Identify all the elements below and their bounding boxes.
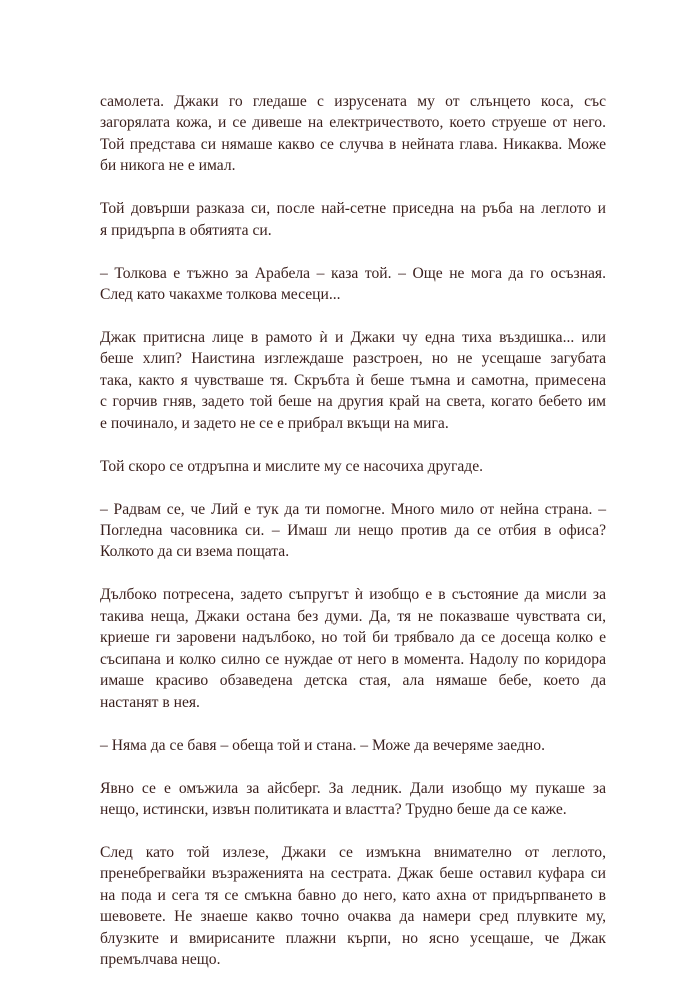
text-line: Явно се е омъжила за айсберг. За ледник. Дали изобщо му пукаше за — [100, 779, 606, 797]
text-line: би никога не е имал. — [100, 157, 236, 175]
text-line: я придърпа в обятията си. — [100, 221, 272, 239]
text-line: съсипана и колко силно се нуждае от него в момента. Надолу по коридора — [100, 650, 606, 668]
paragraph — [100, 584, 606, 712]
text-line: – Толкова е тъжно за Арабела – каза той. – Още не мога да го осъзная. — [100, 264, 606, 282]
text-line: самолета. Джаки го гледаше с изрусената му от слънцето коса, със — [100, 93, 606, 110]
text-line: Колкото да си взема пощата. — [100, 543, 290, 561]
paragraph — [100, 263, 606, 306]
text-line: Погледна часовника си. – Имаш ли нещо против да се отбия в офиса? — [100, 522, 606, 540]
text-line: След като той излезе, Джаки се измъкна внимателно от леглото, — [100, 843, 606, 861]
text-line: Той довърши разказа си, после най-сетне приседна на ръба на леглото и — [100, 200, 606, 218]
text-line: След като чакахме толкова месеци... — [100, 286, 341, 304]
paragraph — [100, 327, 606, 434]
text-line: криеше ги заровени надълбоко, но той би трябвало да се досеща колко е — [100, 629, 606, 647]
text-line: загорялата кожа, и се дивеше на електричеството, което струеше от него. — [100, 114, 606, 132]
paragraph — [100, 456, 606, 477]
text-line: нещо, истински, извън политиката и властта? Трудно беше да се каже. — [100, 800, 567, 818]
text-line: – Няма да се бавя – обеща той и стана. – Може да вечеряме заедно. — [100, 736, 545, 754]
text-line: е починало, и задето не се е прибрал вкъщи на мига. — [100, 414, 449, 432]
text-line: пренебрегвайки възраженията на сестрата. Джак беше оставил куфара си — [100, 865, 606, 883]
text-line: Той скоро се отдръпна и мислите му се насочиха другаде. — [100, 457, 484, 475]
text-line: на пода и сега тя се смъкна бавно до него, като ахна от придърпването в — [100, 886, 606, 904]
text-line: премълчава нещо. — [100, 950, 221, 968]
text-line: така, както я чувстваше тя. Скръбта ѝ беше тъмна и самотна, примесена — [100, 371, 606, 389]
paragraph — [100, 735, 606, 756]
paragraph — [100, 91, 606, 177]
text-line: имаше красиво обзаведена детска стая, ала нямаше бебе, което да — [100, 672, 606, 690]
paragraph — [100, 499, 606, 563]
text-line: Джак притисна лице в рамото ѝ и Джаки чу една тиха въздишка... или — [100, 329, 606, 347]
paragraph — [100, 198, 606, 241]
text-line: такива неща, Джаки остана без думи. Да, тя не показваше чувствата си, — [100, 607, 606, 625]
text-line: Той представа си нямаше какво се случва в нейната глава. Никаква. Може — [100, 135, 606, 153]
text-line: с горчив гняв, задето той беше на другия край на света, когато бебето им — [100, 393, 606, 411]
text-line: – Радвам се, че Лий е тук да ти помогне. Много мило от нейна страна. – — [100, 500, 606, 518]
text-line: шевовете. Не знаеше какво точно очаква да намери сред плувките му, — [100, 908, 606, 926]
paragraph — [100, 842, 606, 970]
text-line: Дълбоко потресена, задето съпругът ѝ изобщо е в състояние да мисли за — [100, 586, 606, 604]
paragraph — [100, 778, 606, 821]
body-text — [100, 91, 606, 992]
text-line: беше хлип? Наистина изглеждаше разстроен, но не усещаше загубата — [100, 350, 606, 368]
text-line: блузките и вмирисаните плажни кърпи, но ясно усещаше, че Джак — [100, 929, 606, 947]
text-line: настанят в нея. — [100, 693, 200, 711]
